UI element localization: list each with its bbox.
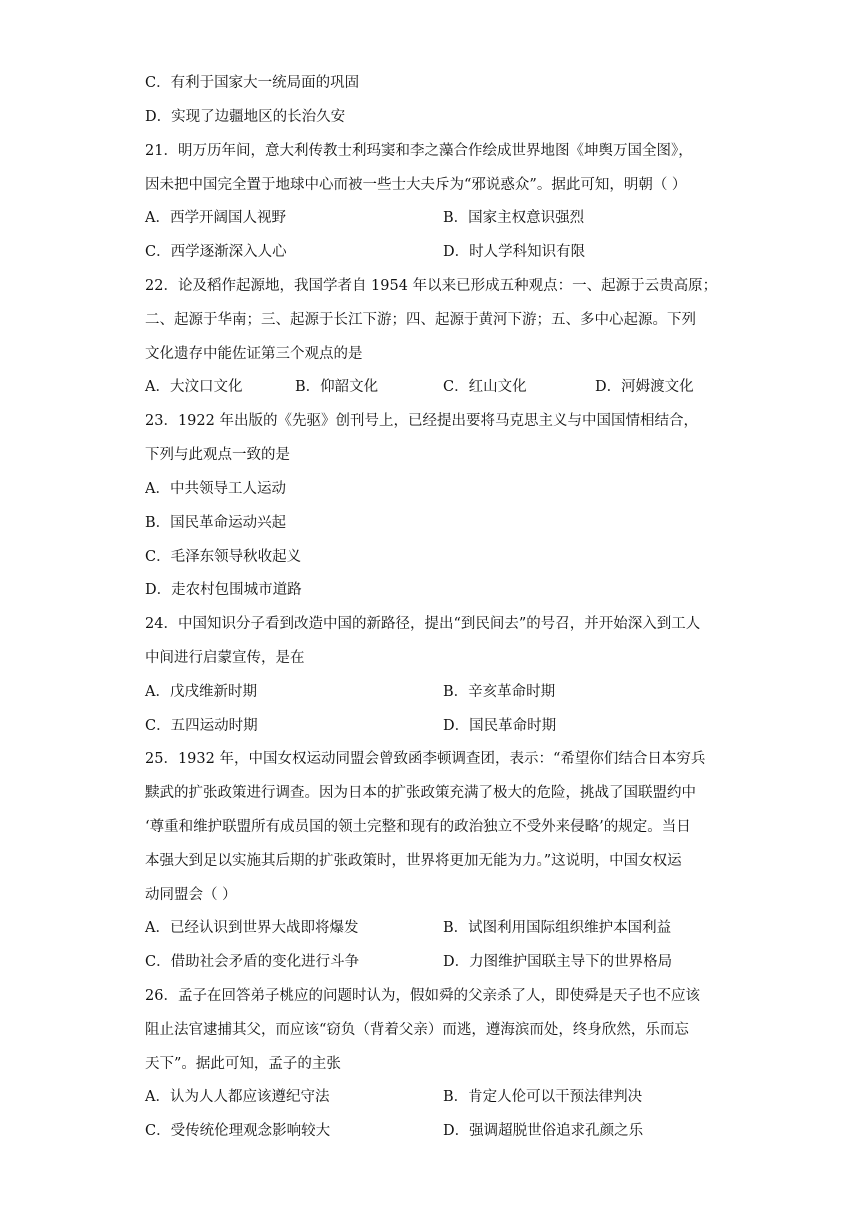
q21-option-c: C．西学逐渐深入人心 xyxy=(145,244,287,260)
q23-option-d: D．走农村包围城市道路 xyxy=(145,582,302,598)
q21-stem-line-2: 因未把中国完全置于地球中心而被一些士大夫斥为“邪说惑众”。据此可知，明朝（ ） xyxy=(145,177,687,193)
q21-stem-line-1: 21．明万历年间，意大利传教士利玛窦和李之藻合作绘成世界地图《坤舆万国全图》， xyxy=(145,143,693,159)
q25-stem-line-1: 25．1932 年，中国女权运动同盟会曾致函李顿调查团，表示：“希望你们结合日本穷兵 xyxy=(145,751,706,767)
q22-stem-line-1: 22．论及稻作起源地，我国学者自 1954 年以来已形成五种观点：一、起源于云贵高原； xyxy=(145,278,718,294)
q22-option-c: C．红山文化 xyxy=(443,379,527,395)
q25-stem-line-4: 本强大到足以实施其后期的扩张政策时，世界将更加无能为力。”这说明，中国女权运 xyxy=(145,853,682,869)
q25-option-a: A．已经认识到世界大战即将爆发 xyxy=(145,920,359,936)
q24-option-a: A．戊戌维新时期 xyxy=(145,684,257,700)
q20-option-c: C．有利于国家大一统局面的巩固 xyxy=(145,75,360,91)
q25-stem-line-3: ‘尊重和维护联盟所有成员国的领土完整和现有的政治独立不受外来侵略’的规定。当日 xyxy=(145,819,691,835)
q22-option-d: D．河姆渡文化 xyxy=(595,379,694,395)
q24-stem-line-2: 中间进行启蒙宣传，是在 xyxy=(145,650,305,666)
q22-option-b: B．仰韶文化 xyxy=(295,379,379,395)
q26-option-b: B．肯定人伦可以干预法律判决 xyxy=(443,1089,643,1105)
q21-option-a: A．西学开阔国人视野 xyxy=(145,210,286,226)
q24-stem-line-1: 24．中国知识分子看到改造中国的新路径，提出“到民间去”的号召，并开始深入到工人 xyxy=(145,616,701,632)
q26-stem-line-2: 阻止法官逮捕其父，而应该“窃负（背着父亲）而逃，遵海滨而处，终身欣然，乐而忘 xyxy=(145,1022,689,1038)
q25-option-c: C．借助社会矛盾的变化进行斗争 xyxy=(145,954,360,970)
q25-stem-line-2: 黩武的扩张政策进行调查。因为日本的扩张政策充满了极大的危险，挑战了国联盟约中 xyxy=(145,785,696,801)
q22-stem-line-2: 二、起源于华南；三、起源于长江下游；四、起源于黄河下游；五、多中心起源。下列 xyxy=(145,312,696,328)
q22-option-a: A．大汶口文化 xyxy=(145,379,243,395)
q24-option-d: D．国民革命时期 xyxy=(443,718,557,734)
q24-option-b: B．辛亥革命时期 xyxy=(443,684,556,700)
q25-stem-line-5: 动同盟会（ ） xyxy=(145,887,237,903)
q26-option-c: C．受传统伦理观念影响较大 xyxy=(145,1123,331,1139)
q26-stem-line-1: 26．孟子在回答弟子桃应的问题时认为，假如舜的父亲杀了人，即使舜是天子也不应该 xyxy=(145,988,700,1004)
q26-stem-line-3: 天下”。据此可知，孟子的主张 xyxy=(145,1056,341,1072)
q20-option-d: D．实现了边疆地区的长治久安 xyxy=(145,109,346,125)
q24-option-c: C．五四运动时期 xyxy=(145,718,258,734)
q23-option-c: C．毛泽东领导秋收起义 xyxy=(145,549,302,565)
q25-option-b: B．试图利用国际组织维护本国利益 xyxy=(443,920,672,936)
q23-stem-line-1: 23．1922 年出版的《先驱》创刊号上，已经提出要将马克思主义与中国国情相结合， xyxy=(145,413,698,429)
q21-option-d: D．时人学科知识有限 xyxy=(443,244,586,260)
q26-option-d: D．强调超脱世俗追求孔颜之乐 xyxy=(443,1123,644,1139)
q21-option-b: B．国家主权意识强烈 xyxy=(443,210,585,226)
q23-stem-line-2: 下列与此观点一致的是 xyxy=(145,447,290,463)
q22-stem-line-3: 文化遗存中能佐证第三个观点的是 xyxy=(145,346,363,362)
q23-option-b: B．国民革命运动兴起 xyxy=(145,515,287,531)
q26-option-a: A．认为人人都应该遵纪守法 xyxy=(145,1089,330,1105)
q25-option-d: D．力图维护国联主导下的世界格局 xyxy=(443,954,673,970)
q23-option-a: A．中共领导工人运动 xyxy=(145,481,286,497)
